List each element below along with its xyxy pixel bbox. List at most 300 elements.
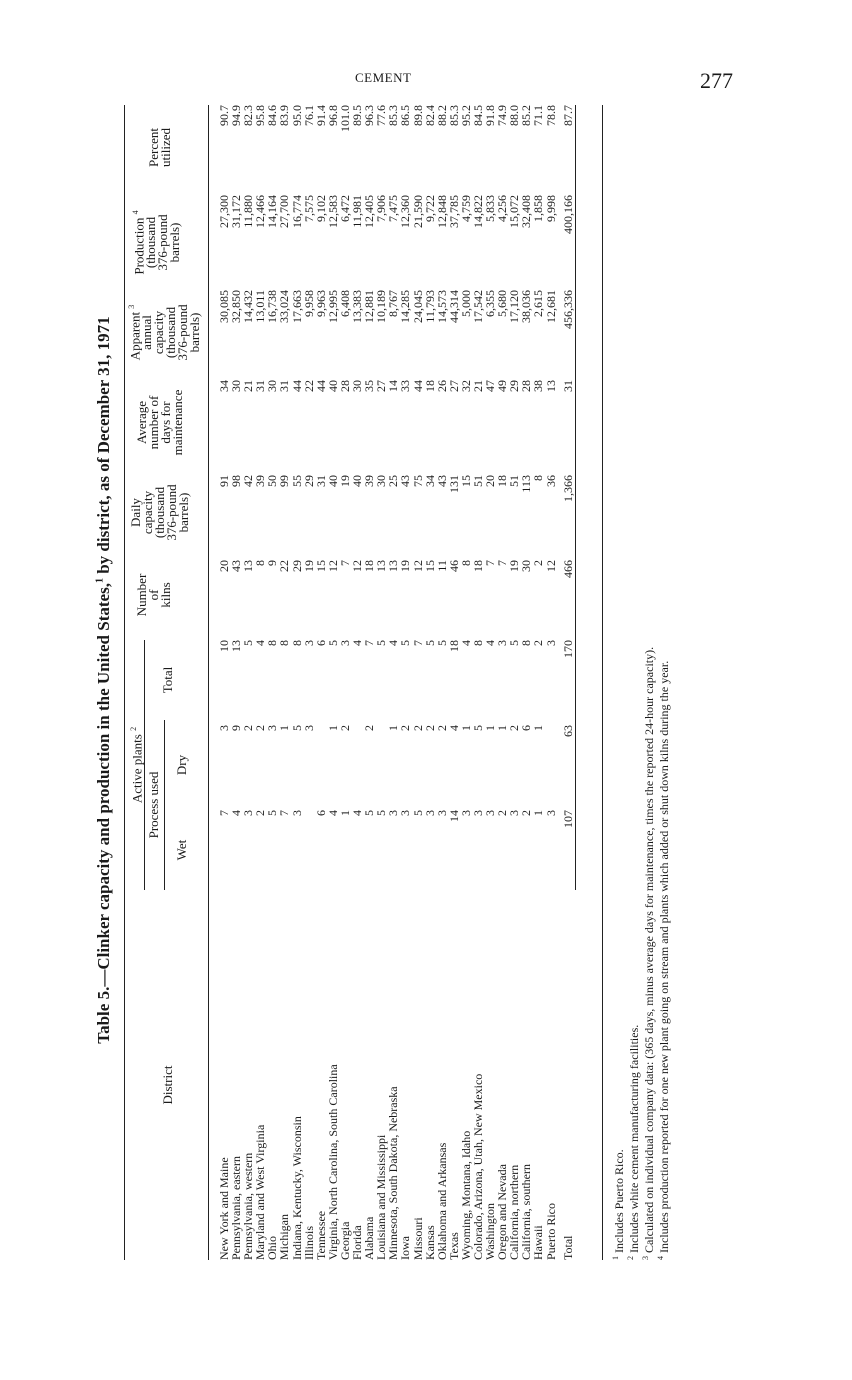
- header-daily-line-2: capacity: [140, 490, 155, 535]
- maint-cell: 14: [386, 380, 401, 392]
- header-maint-line-3: days for: [158, 401, 173, 444]
- percent-cell: 86.5: [398, 105, 413, 126]
- production-cell: 15,072: [507, 195, 522, 228]
- kilns-cell: 7: [495, 560, 510, 566]
- header-percent-utilized: [148, 105, 172, 190]
- apparent-cell: 13,383: [350, 290, 365, 323]
- top-rule: [124, 105, 125, 1260]
- kilns-cell: 2: [531, 560, 546, 566]
- header-percent-line-1: Percent: [146, 128, 161, 167]
- table-title-footnote-mark: 1: [94, 578, 106, 584]
- daily-cell: 39: [253, 475, 268, 487]
- kilns-cell: 43: [229, 560, 244, 572]
- wet-cell: 2: [495, 810, 510, 816]
- wet-cell: 3: [458, 810, 473, 816]
- apparent-cell: 17,120: [507, 290, 522, 323]
- rotated-table-region: [90, 90, 740, 1270]
- kilns-cell: 9: [265, 560, 280, 566]
- production-cell: 4,759: [458, 195, 473, 222]
- kilns-cell: 30: [519, 560, 534, 572]
- maint-cell: 30: [350, 380, 365, 392]
- table-row: [278, 105, 290, 1260]
- page-number: 277: [700, 68, 733, 93]
- maint-cell: 33: [398, 380, 413, 392]
- daily-cell: 98: [229, 475, 244, 487]
- production-cell: 32,408: [519, 195, 534, 228]
- header-active-plants-label: Active plants: [129, 734, 145, 804]
- dry-cell: 9: [229, 725, 244, 731]
- total-cell: 170: [560, 640, 575, 658]
- kilns-cell: 18: [470, 560, 485, 572]
- daily-cell: 131: [446, 475, 461, 493]
- dry-cell: 1: [483, 725, 498, 731]
- header-maintenance-days: [136, 375, 184, 470]
- header-apparent-line-2: annual: [139, 315, 155, 350]
- header-process-rule: [164, 720, 165, 890]
- total-cell: 4: [253, 640, 268, 646]
- district-cell: Missouri: [410, 1217, 425, 1260]
- kilns-cell: 12: [350, 560, 365, 572]
- district-cell: Oklahoma and Arkansas: [434, 1142, 449, 1260]
- production-cell: 16,774: [289, 195, 304, 228]
- header-apparent-line-1: Apparent: [127, 311, 143, 361]
- wet-cell: 3: [470, 810, 485, 816]
- wet-cell: 2: [519, 810, 534, 816]
- daily-cell: 51: [470, 475, 485, 487]
- kilns-cell: 7: [337, 560, 352, 566]
- total-cell: 4: [483, 640, 498, 646]
- header-active-plants-sup: 2: [129, 726, 138, 731]
- maint-cell: 44: [410, 380, 425, 392]
- data-table: [218, 105, 579, 1260]
- total-cell: 7: [362, 640, 377, 646]
- district-cell: Kansas: [422, 1225, 437, 1260]
- percent-cell: 96.3: [362, 105, 377, 126]
- header-active-plants: [128, 640, 143, 890]
- table-row: [412, 105, 424, 1260]
- header-daily-capacity: [130, 470, 190, 555]
- production-cell: 5,833: [483, 195, 498, 222]
- dry-cell: 2: [253, 725, 268, 731]
- total-cell: 8: [519, 640, 534, 646]
- table-row: [424, 105, 436, 1260]
- kilns-cell: 18: [362, 560, 377, 572]
- dry-cell: 6: [519, 725, 534, 731]
- total-cell: 5: [374, 640, 389, 646]
- production-cell: 27,700: [277, 195, 292, 228]
- percent-cell: 76.1: [301, 105, 316, 126]
- total-cell: 5: [507, 640, 522, 646]
- dry-cell: [315, 725, 327, 810]
- dry-cell: 2: [507, 725, 522, 731]
- production-cell: 21,590: [410, 195, 425, 228]
- table-row: [303, 105, 315, 1260]
- district-cell: Pennsylvania, eastern: [229, 1156, 244, 1260]
- footnote-2-text: Includes white cement manufacturing facilities.: [627, 1024, 641, 1256]
- header-kilns-line-3: kilns: [158, 582, 173, 608]
- dry-cell: 3: [301, 725, 316, 731]
- maint-cell: 30: [229, 380, 244, 392]
- maint-cell: 26: [434, 380, 449, 392]
- apparent-cell: 9,963: [313, 290, 328, 317]
- percent-cell: 82.4: [422, 105, 437, 126]
- footnotes: [610, 647, 670, 1260]
- percent-cell: 71.1: [531, 105, 546, 126]
- header-daily-line-3: (thousand: [152, 486, 167, 539]
- district-cell: Tennessee: [313, 1210, 328, 1260]
- maint-cell: 31: [277, 380, 292, 392]
- maint-cell: 34: [217, 380, 231, 392]
- kilns-cell: 29: [289, 560, 304, 572]
- kilns-cell: 8: [253, 560, 268, 566]
- production-cell: 12,848: [434, 195, 449, 228]
- apparent-cell: 16,738: [265, 290, 280, 323]
- table-row: [520, 105, 532, 1260]
- daily-cell: 25: [386, 475, 401, 487]
- header-wet: Wet: [174, 839, 189, 861]
- production-cell: 400,166: [560, 195, 575, 234]
- table-title-end: by district, as of December 31, 1971: [94, 316, 113, 579]
- table-row: [484, 105, 496, 1260]
- maint-cell: 21: [241, 380, 256, 392]
- total-cell: 5: [434, 640, 449, 646]
- apparent-cell: 13,011: [253, 290, 268, 323]
- table-row: [327, 105, 339, 1260]
- footnote-2-mark: 2: [626, 1256, 635, 1260]
- header-maint-line-4: maintenance: [170, 389, 185, 456]
- dry-cell: 2: [362, 725, 377, 731]
- total-cell: 3: [495, 640, 510, 646]
- production-cell: 12,360: [398, 195, 413, 228]
- kilns-cell: 466: [560, 560, 575, 578]
- table-title: [94, 90, 114, 1270]
- kilns-cell: 12: [325, 560, 340, 572]
- table-row: [218, 105, 230, 1260]
- table-row: [448, 105, 460, 1260]
- percent-cell: 89.5: [350, 105, 365, 126]
- maint-cell: 30: [265, 380, 280, 392]
- daily-cell: 34: [422, 475, 437, 487]
- percent-cell: 85.3: [446, 105, 461, 126]
- header-maint-line-2: number of: [146, 395, 161, 450]
- table-row: [254, 105, 266, 1260]
- daily-cell: 40: [325, 475, 340, 487]
- daily-cell: 75: [410, 475, 425, 487]
- wet-cell: 3: [241, 810, 256, 816]
- daily-cell: 39: [362, 475, 377, 487]
- production-cell: 4,256: [495, 195, 510, 222]
- percent-cell: 101.0: [337, 105, 352, 132]
- dry-cell: 2: [422, 725, 437, 731]
- apparent-cell: 9,958: [301, 290, 316, 317]
- total-cell: 8: [289, 640, 304, 646]
- header-kilns-line-1: Number: [134, 573, 149, 617]
- footnote-4-text: Includes production reported for one new plant going on stream and plants which added or shut down kilns during the year.: [657, 660, 671, 1256]
- maint-cell: 13: [543, 380, 558, 392]
- kilns-cell: 15: [422, 560, 437, 572]
- wet-cell: 3: [507, 810, 522, 816]
- district-cell: Puerto Rico: [543, 1203, 558, 1260]
- daily-cell: 91: [217, 475, 231, 487]
- percent-cell: 88.0: [507, 105, 522, 126]
- kilns-cell: 20: [217, 560, 231, 572]
- percent-cell: 95.2: [458, 105, 473, 126]
- maint-cell: 28: [337, 380, 352, 392]
- apparent-cell: 14,285: [398, 290, 413, 323]
- apparent-cell: 44,314: [446, 290, 461, 323]
- daily-cell: 36: [543, 475, 558, 487]
- header-dry: Dry: [174, 754, 189, 776]
- apparent-cell: 33,024: [277, 290, 292, 323]
- kilns-cell: 22: [277, 560, 292, 572]
- total-cell: 2: [531, 640, 546, 646]
- dry-cell: 5: [470, 725, 485, 731]
- apparent-cell: 6,408: [337, 290, 352, 317]
- apparent-cell: 12,995: [325, 290, 340, 323]
- wet-cell: 3: [422, 810, 437, 816]
- dry-cell: [375, 725, 387, 810]
- district-cell: Oregon and Nevada: [495, 1164, 510, 1260]
- table-row: [351, 105, 363, 1260]
- header-maint-line-1: Average: [134, 400, 149, 445]
- apparent-cell: 17,542: [470, 290, 485, 323]
- footnote-3-mark: 3: [641, 1256, 650, 1260]
- header-production-sup: 4: [131, 210, 140, 215]
- production-cell: 1,858: [531, 195, 546, 222]
- daily-cell: 43: [398, 475, 413, 487]
- header-production-line-2: (thousand: [143, 216, 159, 269]
- apparent-cell: 14,573: [434, 290, 449, 323]
- bottom-rule: [602, 105, 603, 1260]
- apparent-cell: 30,085: [217, 290, 231, 323]
- wet-cell: 3: [543, 810, 558, 816]
- dry-cell: 2: [241, 725, 256, 731]
- dry-cell: 4: [446, 725, 461, 731]
- percent-cell: 89.8: [410, 105, 425, 126]
- total-cell: 3: [301, 640, 316, 646]
- apparent-cell: 456,336: [560, 290, 575, 329]
- header-kilns-line-2: of: [146, 589, 161, 601]
- dry-cell: 1: [277, 725, 292, 731]
- dry-cell: 5: [289, 725, 304, 731]
- maint-cell: 38: [531, 380, 546, 392]
- table-row: [363, 105, 375, 1260]
- total-rule: [575, 105, 576, 890]
- header-apparent-line-4: (thousand: [163, 306, 179, 359]
- header-production-line-1: Production: [131, 217, 147, 275]
- apparent-cell: 5,680: [495, 290, 510, 317]
- maint-cell: 40: [325, 380, 340, 392]
- header-kilns: [136, 555, 172, 635]
- total-cell: 4: [350, 640, 365, 646]
- maint-cell: 18: [422, 380, 437, 392]
- running-head: CEMENT: [355, 70, 412, 85]
- percent-cell: 96.8: [325, 105, 340, 126]
- header-apparent-capacity: [126, 290, 201, 375]
- kilns-cell: 13: [241, 560, 256, 572]
- wet-cell: 5: [362, 810, 377, 816]
- total-cell: 8: [265, 640, 280, 646]
- percent-cell: 87.7: [560, 105, 575, 126]
- header-apparent-line-6: barrels): [187, 312, 203, 353]
- district-cell: Colorado, Arizona, Utah, New Mexico: [470, 1073, 485, 1260]
- header-total: Total: [160, 666, 175, 694]
- table-row: [339, 105, 351, 1260]
- wet-cell: 3: [398, 810, 413, 816]
- maint-cell: 35: [362, 380, 377, 392]
- total-cell: 5: [422, 640, 437, 646]
- apparent-cell: 2,615: [531, 290, 546, 317]
- maint-cell: 32: [458, 380, 473, 392]
- district-cell: Indiana, Kentucky, Wisconsin: [289, 1116, 304, 1260]
- table-row: [496, 105, 508, 1260]
- district-cell: New York and Maine: [217, 1157, 231, 1260]
- production-cell: 12,466: [253, 195, 268, 228]
- district-cell: California, southern: [519, 1164, 534, 1260]
- dry-cell: 2: [410, 725, 425, 731]
- district-cell: California, northern: [507, 1164, 522, 1260]
- footnote-3-text: Calculated on individual company data: (365 days, minus average days for maintenance, times the reported 24-hour capacity).: [642, 646, 656, 1256]
- wet-cell: 2: [253, 810, 268, 816]
- district-cell: Ohio: [265, 1236, 280, 1260]
- header-active-plants-rule: [144, 640, 145, 890]
- district-cell: Texas: [446, 1232, 461, 1260]
- district-cell: Georgia: [337, 1221, 352, 1260]
- district-cell: Virginia, North Carolina, South Carolina: [325, 1064, 340, 1260]
- wet-cell: 7: [217, 810, 231, 816]
- percent-cell: 91.8: [483, 105, 498, 126]
- maint-cell: 22: [301, 380, 316, 392]
- production-cell: 31,172: [229, 195, 244, 228]
- percent-cell: 88.2: [434, 105, 449, 126]
- percent-cell: 77.6: [374, 105, 389, 126]
- maint-cell: 31: [560, 380, 575, 392]
- kilns-cell: 13: [386, 560, 401, 572]
- footnote-4: [655, 647, 670, 1260]
- total-cell: 10: [217, 640, 231, 652]
- district-cell: Louisiana and Mississippi: [374, 1134, 389, 1260]
- maint-cell: 31: [253, 380, 268, 392]
- table-title-start: Table 5.—Clinker capacity and production in the United States,: [94, 583, 113, 1044]
- wet-cell: [303, 810, 315, 905]
- production-cell: 6,472: [337, 195, 352, 222]
- maint-cell: 27: [446, 380, 461, 392]
- percent-cell: 85.3: [386, 105, 401, 126]
- kilns-cell: 46: [446, 560, 461, 572]
- percent-cell: 95.8: [253, 105, 268, 126]
- header-daily-line-1: Daily: [128, 498, 143, 527]
- wet-cell: 4: [229, 810, 244, 816]
- production-cell: 11,981: [350, 195, 365, 228]
- maint-cell: 28: [519, 380, 534, 392]
- header-production-line-4: barrels): [167, 222, 183, 263]
- table-row: [387, 105, 399, 1260]
- district-cell: Florida: [350, 1225, 365, 1260]
- production-cell: 14,164: [265, 195, 280, 228]
- district-cell: Michigan: [277, 1214, 292, 1260]
- maint-cell: 44: [313, 380, 328, 392]
- maint-cell: 27: [374, 380, 389, 392]
- total-cell: 8: [277, 640, 292, 646]
- percent-cell: 91.4: [313, 105, 328, 126]
- production-cell: 27,300: [217, 195, 231, 228]
- percent-cell: 82.3: [241, 105, 256, 126]
- table-row: [291, 105, 303, 1260]
- kilns-cell: 7: [483, 560, 498, 566]
- footnote-4-mark: 4: [656, 1256, 665, 1260]
- kilns-cell: 12: [410, 560, 425, 572]
- kilns-cell: 19: [301, 560, 316, 572]
- daily-cell: 18: [495, 475, 510, 487]
- maint-cell: 21: [470, 380, 485, 392]
- total-cell: 8: [470, 640, 485, 646]
- daily-cell: 113: [519, 475, 534, 493]
- total-cell: 5: [398, 640, 413, 646]
- dry-cell: 3: [217, 725, 231, 731]
- table-row: [436, 105, 448, 1260]
- daily-cell: 43: [434, 475, 449, 487]
- dry-cell: 2: [398, 725, 413, 731]
- district-cell: Alabama: [362, 1216, 377, 1260]
- percent-cell: 85.2: [519, 105, 534, 126]
- apparent-cell: 38,036: [519, 290, 534, 323]
- total-cell: 5: [241, 640, 256, 646]
- wet-cell: 4: [350, 810, 365, 816]
- header-percent-line-2: utilized: [158, 128, 173, 167]
- daily-cell: 19: [337, 475, 352, 487]
- daily-cell: 55: [289, 475, 304, 487]
- district-cell: Minnesota, South Dakota, Nebraska: [386, 1086, 401, 1260]
- apparent-cell: 8,767: [386, 290, 401, 317]
- apparent-cell: 12,881: [362, 290, 377, 323]
- daily-cell: 31: [313, 475, 328, 487]
- production-cell: 9,998: [543, 195, 558, 222]
- apparent-cell: 10,189: [374, 290, 389, 323]
- district-cell: Maryland and West Virginia: [253, 1124, 268, 1260]
- dry-cell: 3: [265, 725, 280, 731]
- district-cell: Illinois: [301, 1225, 316, 1260]
- wet-cell: 3: [289, 810, 304, 816]
- maint-cell: 49: [495, 380, 510, 392]
- daily-cell: 51: [507, 475, 522, 487]
- production-cell: 7,475: [386, 195, 401, 222]
- table-row: [242, 105, 254, 1260]
- percent-cell: 78.8: [543, 105, 558, 126]
- daily-cell: 99: [277, 475, 292, 487]
- district-cell: Pennsylvania, western: [241, 1152, 256, 1260]
- district-cell: Wyoming, Montana, Idaho: [458, 1130, 473, 1260]
- wet-cell: 1: [531, 810, 546, 816]
- kilns-cell: 13: [374, 560, 389, 572]
- header-daily-line-5: barrels): [176, 492, 191, 533]
- dry-cell: 2: [434, 725, 449, 731]
- wet-cell: 5: [265, 810, 280, 816]
- daily-cell: 42: [241, 475, 256, 487]
- footnote-1-text: Includes Puerto Rico.: [612, 1149, 626, 1256]
- header-production: [130, 195, 181, 290]
- percent-cell: 84.6: [265, 105, 280, 126]
- production-cell: 37,785: [446, 195, 461, 228]
- apparent-cell: 32,850: [229, 290, 244, 323]
- wet-cell: 6: [313, 810, 328, 816]
- percent-cell: 84.5: [470, 105, 485, 126]
- apparent-cell: 6,355: [483, 290, 498, 317]
- footnote-3: [640, 647, 655, 1260]
- dry-cell: 1: [458, 725, 473, 731]
- kilns-cell: 11: [434, 560, 449, 572]
- wet-cell: 14: [446, 810, 461, 822]
- table-row: [508, 105, 520, 1260]
